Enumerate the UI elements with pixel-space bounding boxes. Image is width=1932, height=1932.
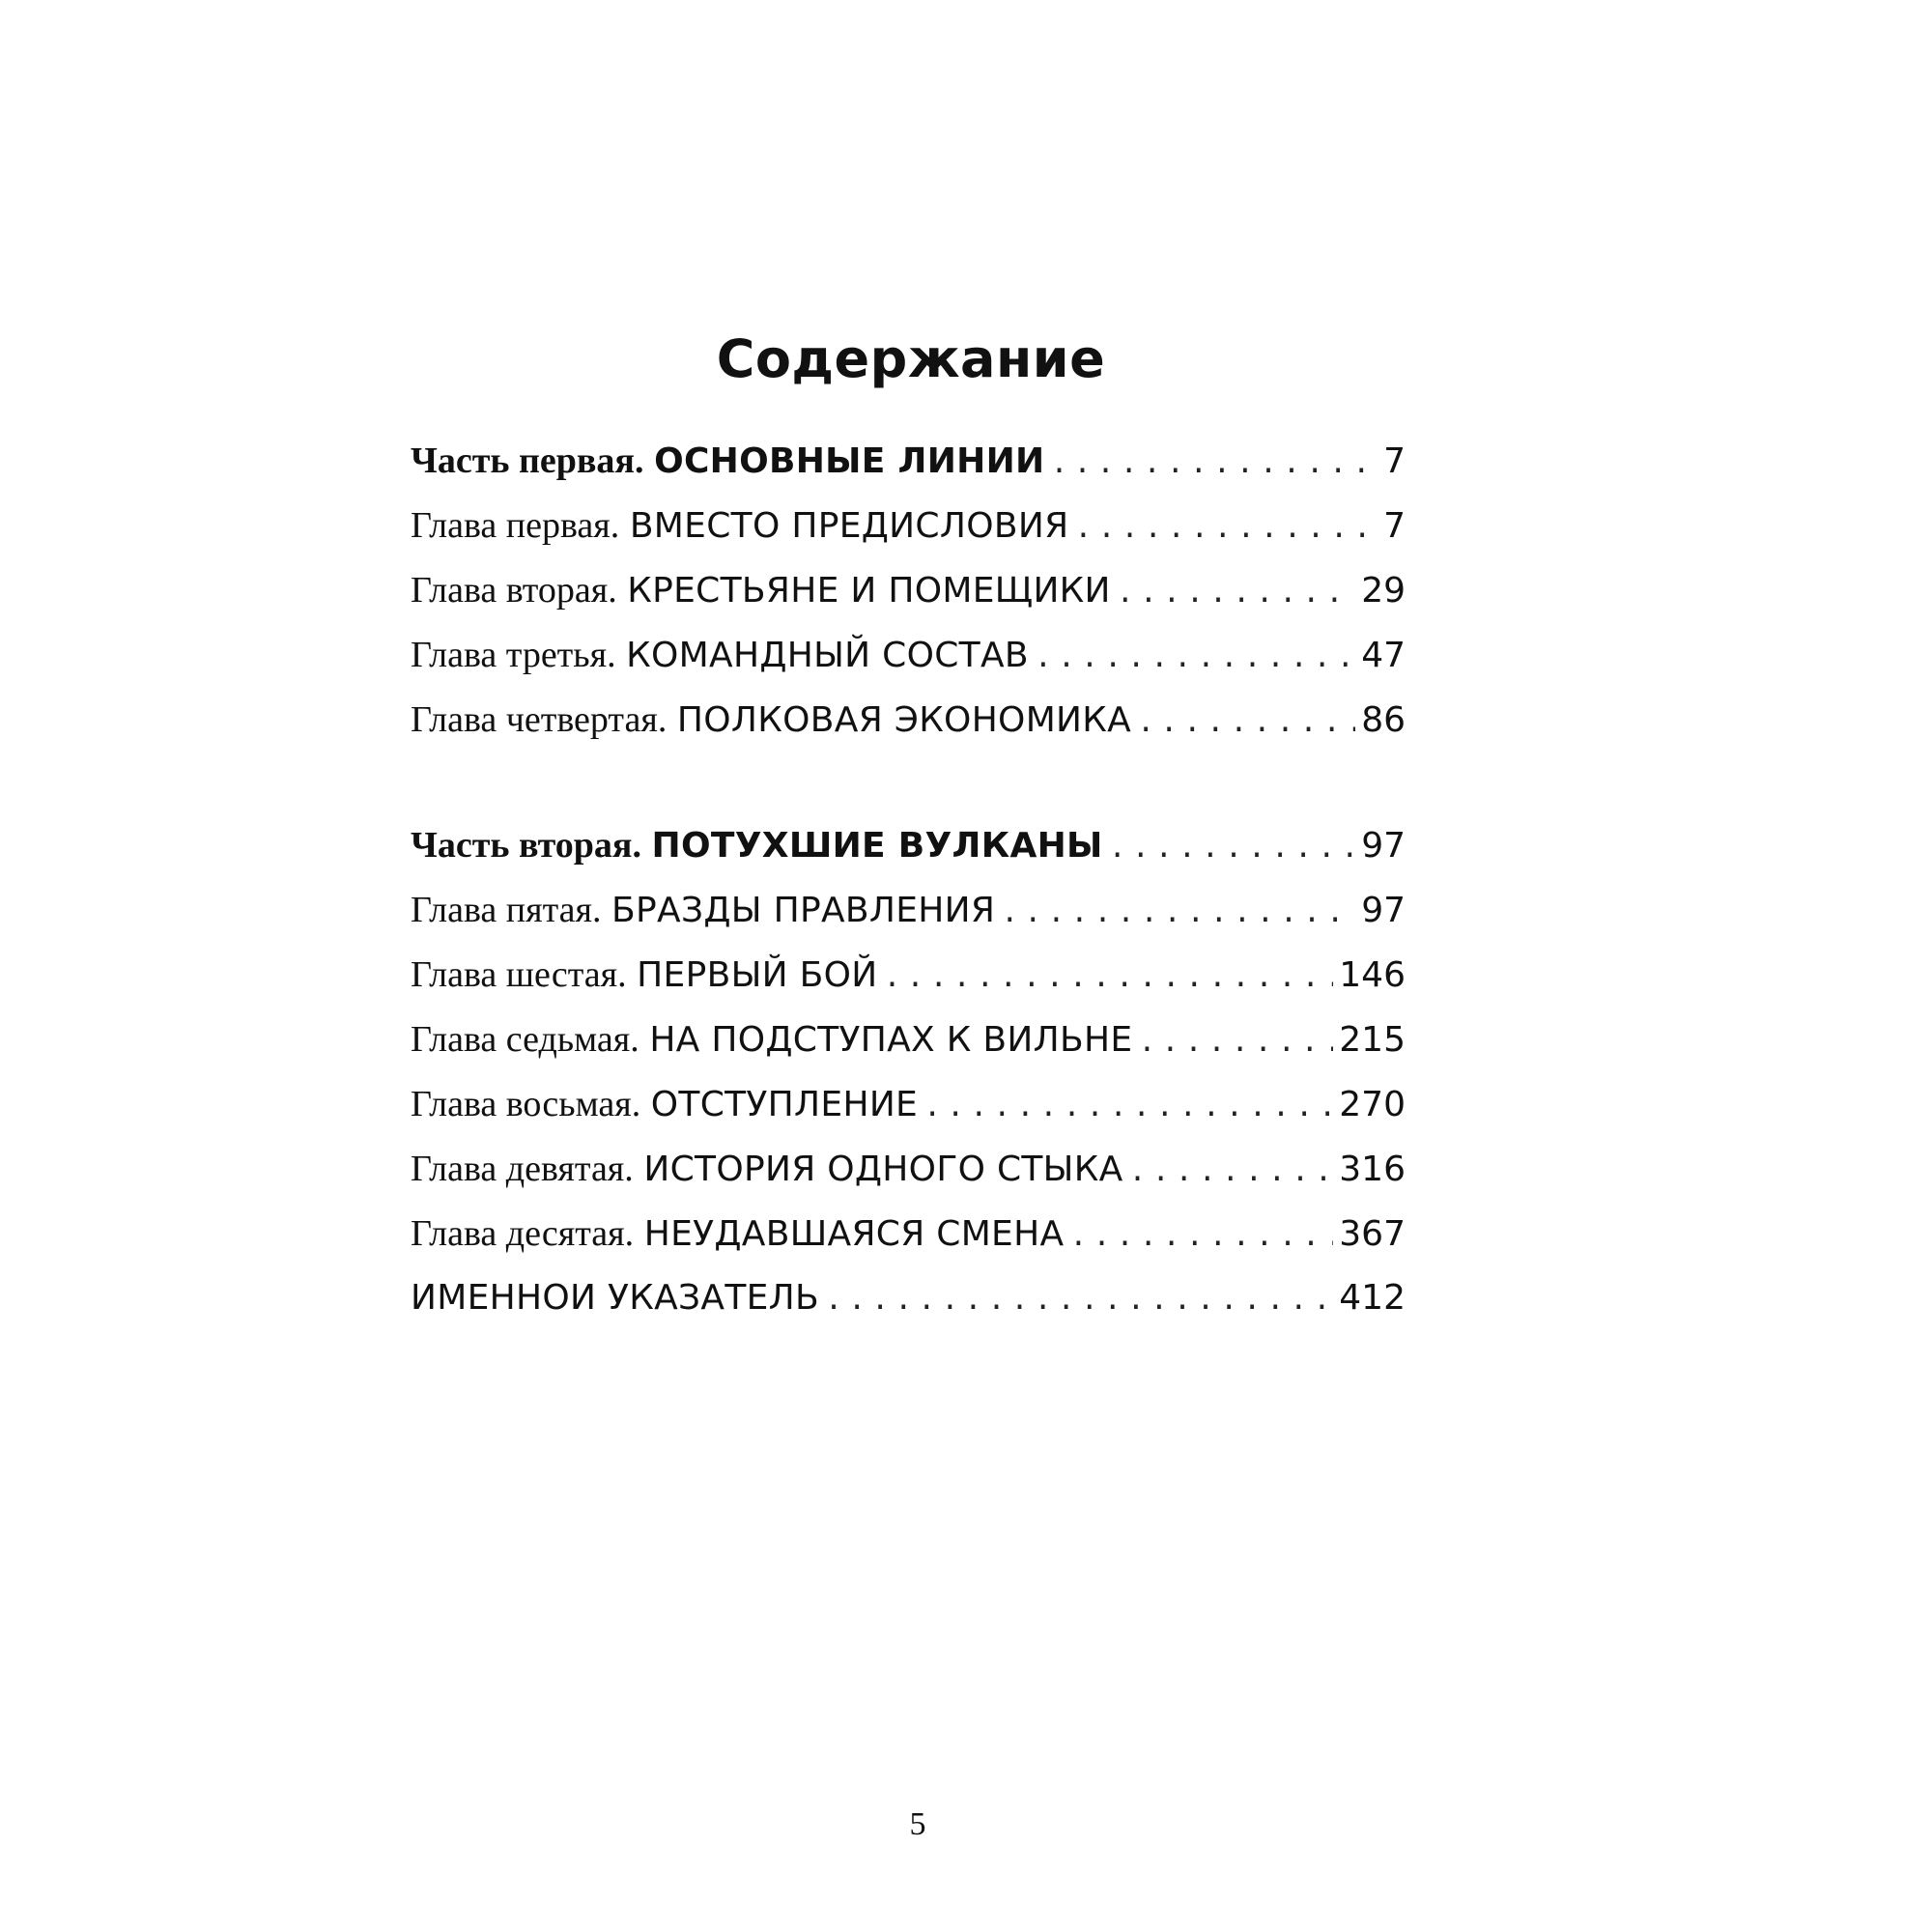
toc-entry-label (411, 824, 1103, 867)
toc-entry-page: 146 (1339, 955, 1406, 995)
toc-entry-page: 367 (1339, 1214, 1406, 1254)
table-of-contents (411, 440, 1406, 1342)
toc-entry-label (411, 1148, 1123, 1190)
toc-entry-page: 215 (1339, 1020, 1406, 1060)
dot-leader (1050, 449, 1378, 478)
toc-entry-title: ОТСТУПЛЕНИЕ (650, 1085, 919, 1124)
toc-entry-label (411, 698, 1131, 741)
toc-entry-title: КОМАНДНЫЙ СОСТАВ (626, 636, 1029, 675)
toc-entry-prefix: Глава первая. (411, 505, 620, 546)
toc-entry-part-2 (411, 824, 1406, 889)
toc-entry-label (411, 953, 878, 996)
toc-entry-page: 316 (1339, 1150, 1406, 1189)
toc-entry-chapter-1 (411, 504, 1406, 569)
toc-entry-title: НА ПОДСТУПАХ К ВИЛЬНЕ (649, 1020, 1133, 1060)
toc-entry-title: БРАЗДЫ ПРАВЛЕНИЯ (611, 891, 996, 930)
toc-entry-prefix: Часть первая. (411, 440, 644, 481)
toc-entry-title: ПОТУХШИЕ ВУЛКАНЫ (651, 826, 1103, 866)
dot-leader (923, 1093, 1333, 1122)
toc-entry-page: 97 (1361, 891, 1406, 930)
dot-leader (825, 1286, 1333, 1315)
dot-leader (1138, 1028, 1333, 1057)
dot-leader (1035, 643, 1355, 672)
toc-entry-title: НЕУДАВШАЯСЯ СМЕНА (643, 1214, 1065, 1254)
page-number: 5 (909, 1806, 926, 1842)
toc-entry-prefix: Глава четвертая. (411, 699, 668, 740)
toc-entry-chapter-4 (411, 698, 1406, 763)
toc-entry-label (411, 504, 1068, 547)
toc-entry-prefix: Глава пятая. (411, 890, 602, 930)
toc-entry-title: ПЕРВЫЙ БОЙ (637, 955, 878, 995)
dot-leader (1001, 898, 1355, 927)
toc-entry-prefix: Глава восьмая. (411, 1084, 641, 1124)
dot-leader (1069, 1222, 1333, 1251)
toc-entry-page: 412 (1339, 1278, 1406, 1318)
toc-entry-title: ИСТОРИЯ ОДНОГО СТЫКА (643, 1150, 1123, 1189)
toc-entry-label (411, 569, 1111, 611)
toc-entry-chapter-3 (411, 634, 1406, 698)
toc-entry-chapter-2 (411, 569, 1406, 634)
dot-leader (1129, 1157, 1334, 1186)
toc-entry-label (411, 1212, 1064, 1255)
toc-entry-label (411, 440, 1044, 482)
dot-leader (1137, 708, 1355, 737)
dot-leader (1117, 579, 1355, 608)
toc-entry-prefix: Глава девятая. (411, 1149, 634, 1189)
toc-entry-prefix: Глава десятая. (411, 1213, 635, 1254)
toc-entry-chapter-10 (411, 1212, 1406, 1277)
toc-entry-label (411, 1277, 819, 1319)
toc-entry-page: 29 (1361, 571, 1406, 611)
toc-entry-chapter-7 (411, 1018, 1406, 1083)
toc-entry-chapter-6 (411, 953, 1406, 1018)
toc-entry-title: ОСНОВНЫЕ ЛИНИИ (654, 441, 1045, 481)
toc-entry-page: 7 (1383, 506, 1406, 546)
toc-entry-label (411, 634, 1029, 676)
toc-entry-label (411, 1083, 918, 1125)
toc-entry-part-1 (411, 440, 1406, 504)
toc-entry-prefix: Глава седьмая. (411, 1019, 639, 1060)
toc-entry-title: ИМЕННОИ УКАЗАТЕЛЬ (411, 1278, 820, 1318)
toc-entry-label (411, 889, 995, 931)
dot-leader (1109, 834, 1356, 863)
toc-entry-page: 7 (1383, 441, 1406, 481)
toc-entry-title: КРЕСТЬЯНЕ И ПОМЕЩИКИ (627, 571, 1111, 611)
toc-entry-index (411, 1277, 1406, 1342)
toc-entry-title: ВМЕСТО ПРЕДИСЛОВИЯ (629, 506, 1069, 546)
toc-entry-chapter-9 (411, 1148, 1406, 1212)
toc-entry-prefix: Глава третья. (411, 635, 616, 675)
toc-entry-prefix: Часть вторая. (411, 825, 641, 866)
toc-entry-prefix: Глава шестая. (411, 954, 627, 995)
dot-leader (884, 963, 1334, 992)
toc-entry-label (411, 1018, 1132, 1061)
toc-entry-chapter-8 (411, 1083, 1406, 1148)
toc-entry-page: 97 (1361, 826, 1406, 866)
dot-leader (1074, 514, 1378, 543)
page-title: Содержание (716, 328, 1106, 389)
toc-entry-page: 47 (1361, 636, 1406, 675)
toc-entry-page: 270 (1339, 1085, 1406, 1124)
toc-entry-chapter-5 (411, 889, 1406, 953)
toc-entry-page: 86 (1361, 700, 1406, 740)
toc-entry-prefix: Глава вторая. (411, 570, 617, 611)
toc-entry-title: ПОЛКОВАЯ ЭКОНОМИКА (676, 700, 1132, 740)
